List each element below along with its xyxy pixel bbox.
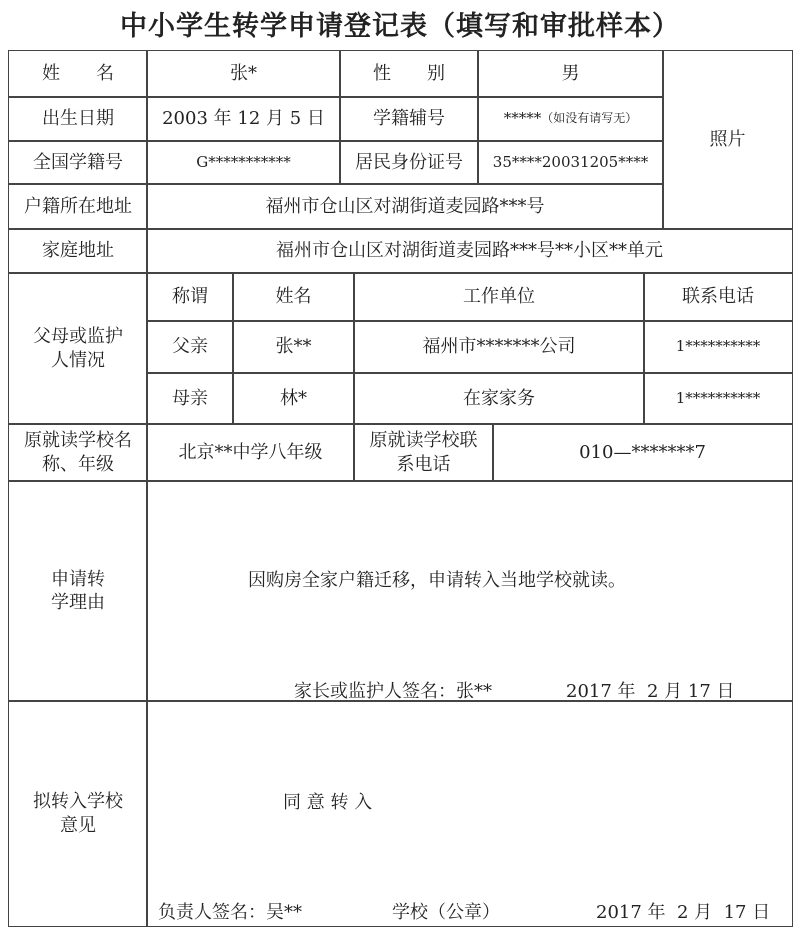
reason-date: 2017 年 2 月 17 日 [566,681,735,702]
gender-value: 男 [477,50,664,98]
birth-value: 2003 年 12 月 5 日 [146,96,341,142]
mother-phone: 1********** [643,372,793,425]
national-value: G*********** [146,140,341,185]
home-label: 家庭地址 [8,228,148,274]
reason-label: 申请转学理由 [8,480,148,702]
header-relation: 称谓 [146,272,234,322]
mother-employer: 在家家务 [353,372,645,425]
aux-value: ***** [503,109,542,128]
gender-label: 性 别 [339,50,479,98]
name-value: 张* [146,50,341,98]
national-label: 全国学籍号 [8,140,148,185]
opinion-text: 同 意 转 入 [283,792,373,813]
aux-note: （如没有请写无） [541,111,638,126]
prev-school-phone: 010—*******7 [492,423,793,482]
opinion-cell [146,700,793,927]
reason-signature: 家长或监护人签名：张** [294,681,492,702]
father-relation: 父亲 [146,320,234,374]
header-name: 姓名 [232,272,355,322]
header-employer: 工作单位 [353,272,645,322]
reason-text: 因购房全家户籍迁移，申请转入当地学校就读。 [248,570,626,591]
prev-school-label: 原就读学校名称、年级 [8,423,148,482]
prev-school-phone-label: 原就读学校联系电话 [353,423,494,482]
birth-label: 出生日期 [8,96,148,142]
name-label: 姓 名 [8,50,148,98]
opinion-label: 拟转入学校意见 [8,700,148,927]
father-phone: 1********** [643,320,793,374]
photo-box: 照片 [662,50,793,230]
aux-cell [477,96,664,142]
prev-school-value: 北京**中学八年级 [146,423,355,482]
form-title: 中小学生转学申请登记表（填写和审批样本） [120,11,680,42]
opinion-signature: 负责人签名：吴** [158,902,302,923]
id-label: 居民身份证号 [339,140,479,185]
header-phone: 联系电话 [643,272,793,322]
opinion-date: 2017 年 2 月 17 日 [596,902,771,923]
mother-relation: 母亲 [146,372,234,425]
id-value: 35****20031205**** [477,140,664,185]
household-label: 户籍所在地址 [8,183,148,230]
father-employer: 福州市*******公司 [353,320,645,374]
school-seal: 学校（公章） [392,902,500,923]
household-value: 福州市仓山区对湖街道麦园路***号 [146,183,664,230]
father-name: 张** [232,320,355,374]
aux-label: 学籍辅号 [339,96,479,142]
parents-label: 父母或监护人情况 [8,272,148,425]
home-value: 福州市仓山区对湖街道麦园路***号**小区**单元 [146,228,793,274]
mother-name: 林* [232,372,355,425]
